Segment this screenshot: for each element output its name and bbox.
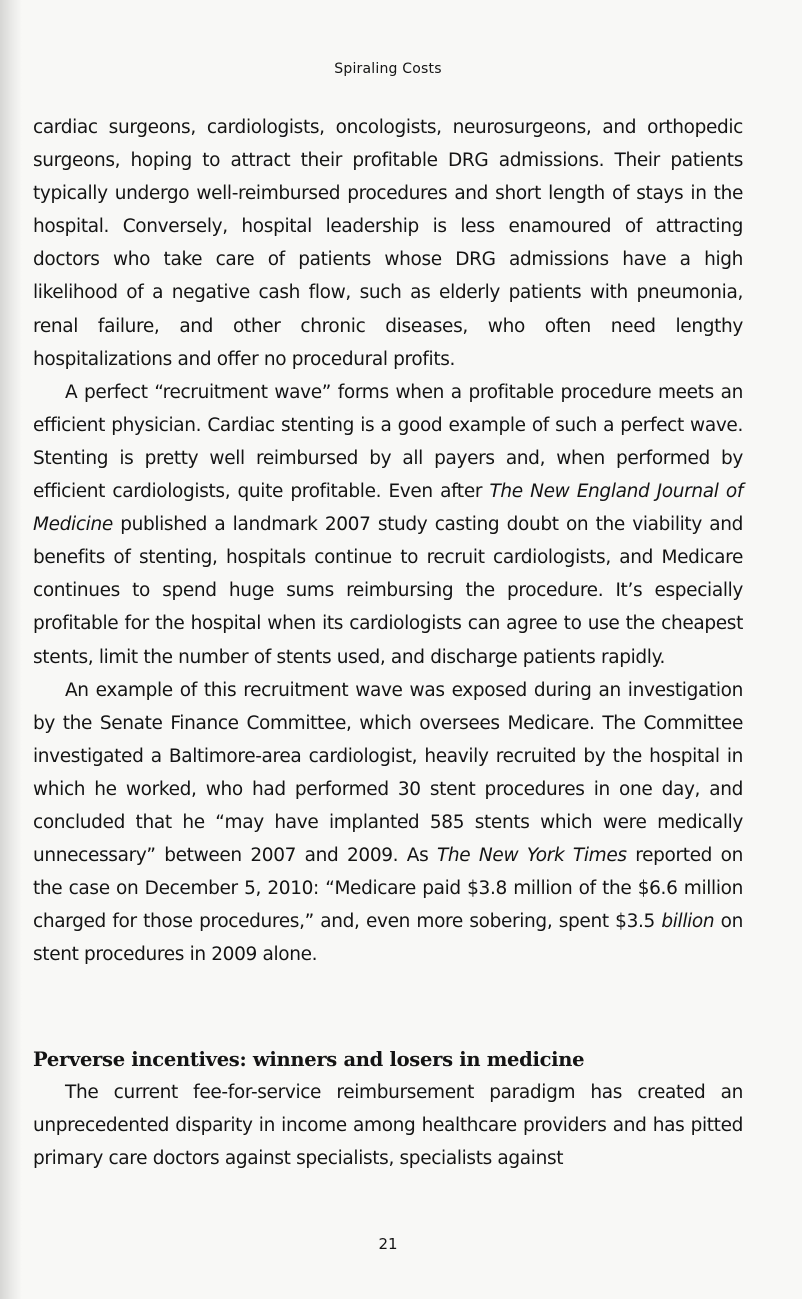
page-number: 21 [378, 1235, 398, 1253]
journal-title-nejm: The New England Journal of Medicine [33, 481, 743, 536]
paragraph-3 [33, 674, 743, 972]
body-text [33, 111, 743, 971]
book-page [33, 0, 743, 1299]
paragraph-2 [33, 376, 743, 674]
paragraph-4 [33, 1076, 743, 1175]
paragraph-2-text-a: A perfect “recruitment wave” forms when a profitable procedure meets an efficient physician. Cardiac stenting is a good example of such a perfect wave. Stenting is pretty well reimbursed by all payers and, when performed by efficient cardiologists, quite profitable. Even after [33, 381, 743, 503]
newspaper-title-nyt: The New York Times [436, 845, 627, 867]
running-head: Spiraling Costs [334, 61, 442, 77]
paragraph-3-text-a: An example of this recruitment wave was exposed during an investigation by the Senate Finance Committee, which oversees Medicare. The Committee investigated a Baltimore-area cardiologist, heavily recruited by the hospital in which he worked, who had performed 30 stent procedures in one day, and concluded that he “may have implanted 585 stents which were medically unnecessary” between 2007 and 2009. As [33, 679, 743, 867]
paragraph-4-text: The current fee-for-service reimbursement paradigm has created an unprecedented disparity in income among healthcare providers and has pitted primary care doctors against specialists, specialists against [33, 1082, 743, 1170]
paragraph-2-text-b: published a landmark 2007 study casting doubt on the viability and benefits of stenting, hospitals continue to recruit cardiologists, and Medicare continues to spend huge sums reimbursing the procedure. It’s especially profitable for the hospital when its cardiologists can agree to use the cheapest stents, limit the number of stents used, and discharge patients rapidly. [33, 514, 743, 668]
page-gutter-shadow [0, 0, 22, 1299]
paragraph-1 [33, 111, 743, 376]
emphasis-billion: billion [661, 911, 715, 933]
paragraph-3-text-c: on stent procedures in 2009 alone. [33, 911, 743, 966]
section-body [33, 1076, 743, 1175]
section-heading: Perverse incentives: winners and losers in medicine [33, 1048, 585, 1071]
paragraph-3-text-b: reported on the case on December 5, 2010: “Medicare paid $3.8 million of the $6.6 million charged for those procedures,” and, even more sobering, spent $3.5 [33, 845, 744, 933]
paragraph-1-text: cardiac surgeons, cardiologists, oncologists, neurosurgeons, and orthopedic surgeons, hoping to attract their profitable DRG admissions. Their patients typically undergo well-reimbursed procedures and short length of stays in the hospital. Conversely, hospital leadership is less enamoured of attracting doctors who take care of patients whose DRG admissions have a high likelihood of a negative cash flow, such as elderly patients with pneumonia, renal failure, and other chronic diseases, who often need lengthy hospitalizations and offer no procedural profits. [33, 117, 743, 370]
